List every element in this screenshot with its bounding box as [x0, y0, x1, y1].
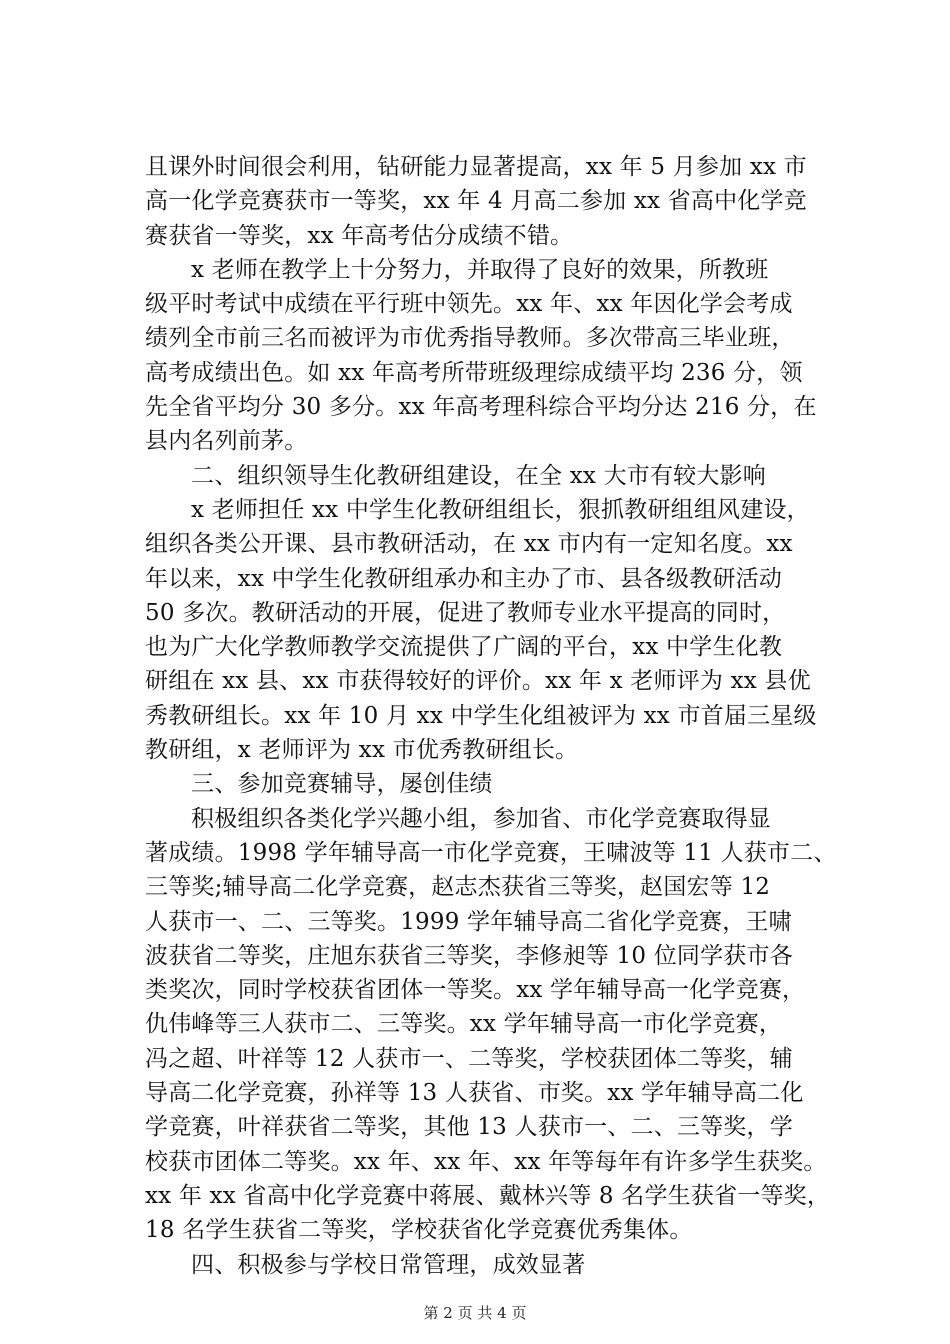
section-heading: 三、参加竞赛辅导，屡创佳绩 — [191, 771, 493, 798]
text-line: 18 名学生获省二等奖，学校获省化学竞赛优秀集体。 — [145, 1217, 693, 1244]
text-line: 级平时考试中成绩在平行班中领先。xx 年、xx 年因化学会考成 — [145, 291, 793, 318]
text-line: 仇伟峰等三人获市二、三等奖。xx 学年辅导高一市化学竞赛， — [145, 1011, 783, 1038]
text-line: 先全省平均分 30 多分。xx 年高考理科综合平均分达 216 分，在 — [145, 394, 817, 421]
text-line: 导高二化学竞赛，孙祥等 13 人获省、市奖。xx 学年辅导高二化 — [145, 1080, 804, 1107]
text-line: 冯之超、叶祥等 12 人获市一、二等奖，学校获团体二等奖，辅 — [145, 1045, 793, 1072]
text-line: 年以来，xx 中学生化教研组承办和主办了市、县各级教研活动 — [145, 565, 783, 592]
text-line: 校获市团体二等奖。xx 年、xx 年、xx 年等每年有许多学生获奖。 — [145, 1148, 827, 1175]
text-line: 波获省二等奖，庄旭东获省三等奖，李修昶等 10 位同学获市各 — [145, 942, 793, 969]
text-line: 著成绩。1998 学年辅导高一市化学竞赛，王啸波等 11 人获市二、 — [145, 839, 837, 866]
text-line: 50 多次。教研活动的开展，促进了教师专业水平提高的同时， — [145, 599, 786, 626]
paragraph-start-line: x 老师担任 xx 中学生化教研组组长，狠抓教研组组风建设， — [191, 496, 810, 523]
text-line: 且课外时间很会利用，钻研能力显著提高，xx 年 5 月参加 xx 市 — [145, 154, 807, 180]
text-line: 三等奖;辅导高二化学竞赛，赵志杰获省三等奖，赵国宏等 12 — [145, 874, 771, 901]
text-line: 也为广大化学教师教学交流提供了广阔的平台，xx 中学生化教 — [145, 634, 783, 661]
text-line: 绩列全市前三名而被评为市优秀指导教师。多次带高三毕业班， — [145, 325, 795, 352]
text-line: 学竞赛，叶祥获省二等奖，其他 13 人获市一、二、三等奖，学 — [145, 1114, 793, 1141]
page-number-footer: 第 2 页 共 4 页 — [423, 1304, 527, 1322]
text-line: 研组在 xx 县、xx 市获得较好的评价。xx 年 x 老师评为 xx 县优 — [145, 668, 811, 695]
text-line: 秀教研组长。xx 年 10 月 xx 中学生化组被评为 xx 市首届三星级 — [145, 702, 817, 729]
text-line: 教研组，x 老师评为 xx 市优秀教研组长。 — [145, 737, 579, 764]
document-body — [145, 150, 837, 1282]
text-line: 县内名列前茅。 — [145, 428, 308, 455]
text-line: xx 年 xx 省高中化学竞赛中蒋展、戴林兴等 8 名学生获省一等奖， — [145, 1182, 831, 1209]
section-heading: 二、组织领导生化教研组建设，在全 xx 大市有较大影响 — [191, 462, 766, 489]
text-line: 组织各类公开课、县市教研活动，在 xx 市内有一定知名度。xx — [145, 531, 793, 558]
text-line: 人获市一、二、三等奖。1999 学年辅导高二省化学竞赛，王啸 — [145, 908, 792, 935]
paragraph-start-line: 积极组织各类化学兴趣小组，参加省、市化学竞赛取得显 — [191, 805, 771, 832]
text-line: 高考成绩出色。如 xx 年高考所带班级理综成绩平均 236 分，领 — [145, 359, 803, 386]
paragraph-start-line: x 老师在教学上十分努力，并取得了良好的效果，所教班 — [191, 256, 769, 283]
text-line: 高一化学竞赛获市一等奖，xx 年 4 月高二参加 xx 省高中化学竞 — [145, 188, 807, 215]
text-line: 类奖次，同时学校获省团体一等奖。xx 学年辅导高一化学竞赛， — [145, 977, 806, 1004]
text-line: 赛获省一等奖，xx 年高考估分成绩不错。 — [145, 222, 574, 249]
section-heading: 四、积极参与学校日常管理，成效显著 — [191, 1251, 586, 1278]
